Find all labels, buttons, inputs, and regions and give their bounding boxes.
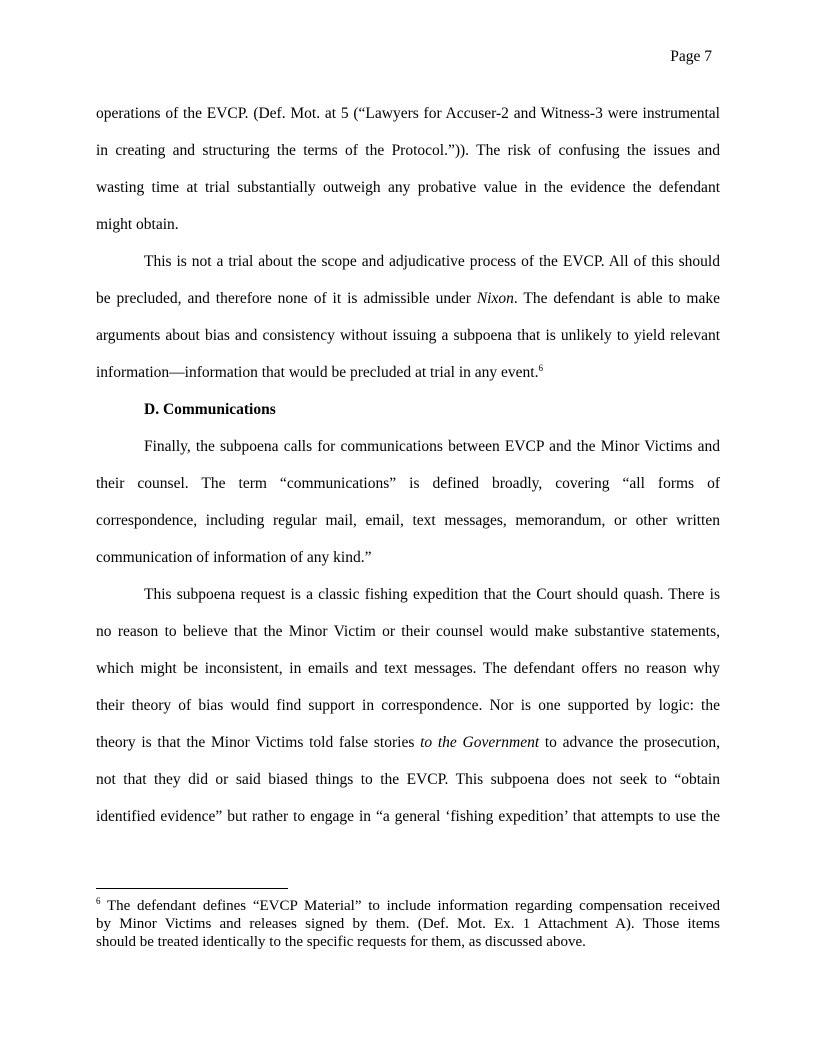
- section-heading: D. Communications: [144, 401, 276, 418]
- text-line: Finally, the subpoena calls for communications between EVCP and the Minor Victims and: [144, 438, 720, 455]
- footnote-line: by Minor Victims and releases signed by them. (Def. Mot. Ex. 1 Attachment A). Those items: [96, 916, 720, 932]
- text-line: wasting time at trial substantially outweigh any probative value in the evidence the defendant: [96, 179, 720, 196]
- paragraph-fishing-expedition: [96, 576, 720, 835]
- paragraph-communications: [96, 428, 720, 576]
- text-line: [96, 724, 720, 761]
- text-span: to advance the prosecution,: [539, 734, 721, 751]
- text-line: correspondence, including regular mail, email, text messages, memorandum, or other written: [96, 512, 720, 529]
- text-line: might obtain.: [96, 216, 179, 233]
- text-span: be precluded, and therefore none of it is admissible under: [96, 290, 477, 307]
- footnote-6: [96, 897, 720, 951]
- text-line: not that they did or said biased things to the EVCP. This subpoena does not seek to “obtain: [96, 771, 720, 788]
- text-line: [96, 354, 720, 391]
- text-span: information—information that would be precluded at trial in any event.: [96, 364, 539, 381]
- page-number: Page 7: [670, 48, 712, 65]
- text-line: This is not a trial about the scope and adjudicative process of the EVCP. All of this should: [144, 253, 720, 270]
- text-line: [96, 280, 720, 317]
- text-line: This subpoena request is a classic fishing expedition that the Court should quash. There is: [144, 586, 720, 603]
- text-line: identified evidence” but rather to engage in “a general ‘fishing expedition’ that attempts to use the: [96, 808, 720, 825]
- text-line: no reason to believe that the Minor Victim or their counsel would make substantive statements,: [96, 623, 720, 640]
- text-line: operations of the EVCP. (Def. Mot. at 5 (“Lawyers for Accuser-2 and Witness-3 were instrumental: [96, 105, 720, 122]
- text-span: theory is that the Minor Victims told false stories: [96, 734, 421, 751]
- paragraph-evcp-operations: [96, 95, 720, 243]
- footnote-line: should be treated identically to the specific requests for them, as discussed above.: [96, 934, 586, 950]
- italic-phrase: to the Government: [420, 734, 540, 751]
- text-line: communication of information of any kind.”: [96, 549, 372, 566]
- text-line: in creating and structuring the terms of the Protocol.”)). The risk of confusing the issues and: [96, 142, 720, 159]
- footnote-number: 6: [96, 896, 101, 906]
- text-span: The defendant defines “EVCP Material” to include information regarding compensation received: [100, 898, 720, 914]
- footnote-reference[interactable]: 6: [538, 362, 543, 373]
- footnote-divider: [96, 888, 288, 889]
- text-line: their counsel. The term “communications” is defined broadly, covering “all forms of: [96, 475, 720, 492]
- paragraph-not-a-trial: [96, 243, 720, 391]
- text-span: . The defendant is able to make: [513, 290, 720, 307]
- text-line: which might be inconsistent, in emails and text messages. The defendant offers no reason why: [96, 660, 720, 677]
- case-name-italic: Nixon: [476, 290, 514, 307]
- text-line: arguments about bias and consistency without issuing a subpoena that is unlikely to yield relevant: [96, 327, 720, 344]
- document-body: [96, 95, 720, 835]
- footnote-line: [96, 897, 720, 915]
- text-line: their theory of bias would find support in correspondence. Nor is one supported by logic: the: [96, 697, 720, 714]
